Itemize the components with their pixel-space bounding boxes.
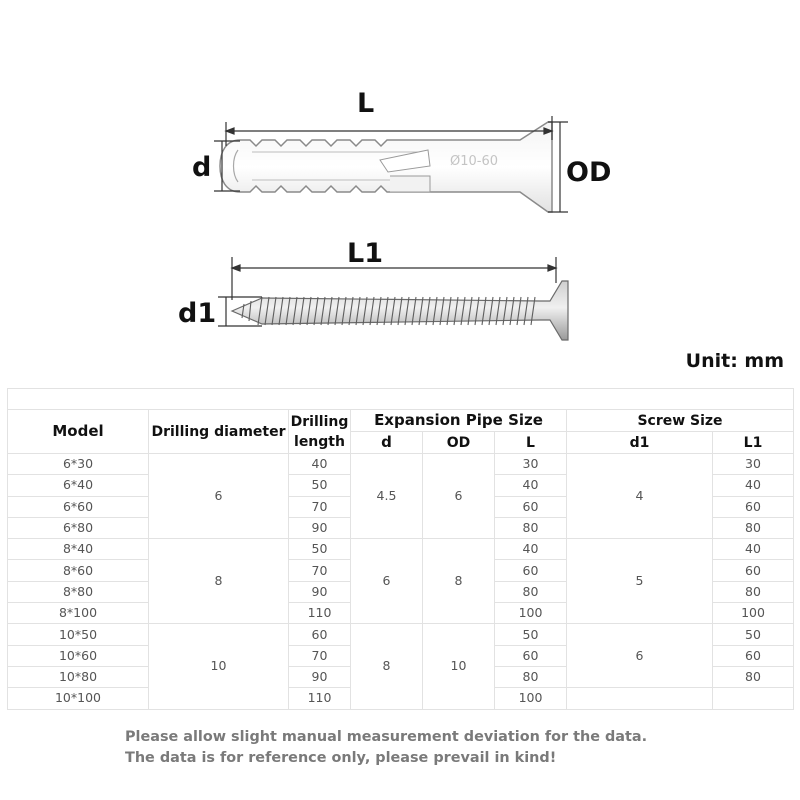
cell-drilling-length: 90 xyxy=(289,581,351,602)
cell-od: 8 xyxy=(423,539,495,624)
cell-model: 6*40 xyxy=(8,475,149,496)
cell-l1: 80 xyxy=(713,581,794,602)
cell-d1-empty xyxy=(567,688,713,709)
cell-od: 10 xyxy=(423,624,495,709)
table-row xyxy=(8,624,794,645)
cell-drilling-length: 110 xyxy=(289,603,351,624)
note-reference-only: The data is for reference only, please prevail in kind! xyxy=(125,750,557,766)
header-row-1 xyxy=(8,410,794,432)
cell-d1: 6 xyxy=(567,624,713,688)
cell-model: 10*50 xyxy=(8,624,149,645)
cell-drilling-diameter: 8 xyxy=(149,539,289,624)
table-top-spacer xyxy=(8,389,794,410)
cell-drilling-length: 90 xyxy=(289,666,351,687)
label-L1: L1 xyxy=(347,238,383,269)
anchor-screw-drawing xyxy=(0,0,800,345)
cell-l1: 60 xyxy=(713,645,794,666)
label-OD: OD xyxy=(566,157,612,188)
cell-model: 6*80 xyxy=(8,517,149,538)
cell-l1: 40 xyxy=(713,539,794,560)
cell-model: 6*30 xyxy=(8,454,149,475)
cell-l: 40 xyxy=(495,475,567,496)
cell-od: 6 xyxy=(423,454,495,539)
cell-model: 8*60 xyxy=(8,560,149,581)
header-l: L xyxy=(495,432,567,454)
cell-l: 80 xyxy=(495,517,567,538)
header-model: Model xyxy=(8,410,149,454)
cell-l1: 100 xyxy=(713,603,794,624)
cell-l1: 80 xyxy=(713,517,794,538)
anchor-markings: Ø10-60 xyxy=(450,154,499,169)
header-screw-size: Screw Size xyxy=(567,410,794,432)
cell-drilling-length: 70 xyxy=(289,560,351,581)
cell-drilling-length: 90 xyxy=(289,517,351,538)
cell-l: 80 xyxy=(495,666,567,687)
header-drilling-length: Drilling length xyxy=(289,410,351,454)
header-od: OD xyxy=(423,432,495,454)
spec-table xyxy=(7,388,794,710)
cell-d: 6 xyxy=(351,539,423,624)
cell-l1: 60 xyxy=(713,560,794,581)
cell-l1 xyxy=(713,688,794,709)
header-l1: L1 xyxy=(713,432,794,454)
cell-l1: 40 xyxy=(713,475,794,496)
dimension-L1-line xyxy=(232,257,556,300)
header-d: d xyxy=(351,432,423,454)
unit-label: Unit: mm xyxy=(685,350,784,372)
cell-l1: 50 xyxy=(713,624,794,645)
table-row xyxy=(8,454,794,475)
cell-drilling-diameter: 10 xyxy=(149,624,289,709)
screw xyxy=(232,281,568,340)
cell-d: 8 xyxy=(351,624,423,709)
cell-d1: 5 xyxy=(567,539,713,624)
cell-drilling-length: 60 xyxy=(289,624,351,645)
cell-l: 100 xyxy=(495,603,567,624)
cell-drilling-length: 50 xyxy=(289,539,351,560)
label-d: d xyxy=(192,152,212,183)
cell-l: 80 xyxy=(495,581,567,602)
header-drilling-diameter: Drilling diameter xyxy=(149,410,289,454)
product-diagram xyxy=(0,0,800,345)
cell-l: 60 xyxy=(495,645,567,666)
cell-l1: 80 xyxy=(713,666,794,687)
cell-model: 6*60 xyxy=(8,496,149,517)
cell-l: 60 xyxy=(495,560,567,581)
cell-model: 10*60 xyxy=(8,645,149,666)
cell-d: 4.5 xyxy=(351,454,423,539)
label-d1: d1 xyxy=(178,298,217,329)
cell-drilling-diameter: 6 xyxy=(149,454,289,539)
cell-drilling-length: 70 xyxy=(289,645,351,666)
note-measurement-deviation: Please allow slight manual measurement deviation for the data. xyxy=(125,729,648,745)
cell-drilling-length: 40 xyxy=(289,454,351,475)
cell-model: 10*100 xyxy=(8,688,149,709)
table-row xyxy=(8,539,794,560)
header-d1: d1 xyxy=(567,432,713,454)
cell-model: 8*100 xyxy=(8,603,149,624)
cell-drilling-length: 70 xyxy=(289,496,351,517)
cell-l: 60 xyxy=(495,496,567,517)
cell-l: 40 xyxy=(495,539,567,560)
header-expansion-pipe-size: Expansion Pipe Size xyxy=(351,410,567,432)
label-L: L xyxy=(357,88,375,119)
cell-drilling-length: 110 xyxy=(289,688,351,709)
expansion-anchor xyxy=(220,122,552,212)
cell-model: 10*80 xyxy=(8,666,149,687)
cell-drilling-length: 50 xyxy=(289,475,351,496)
cell-d1: 4 xyxy=(567,454,713,539)
cell-l: 30 xyxy=(495,454,567,475)
cell-model: 8*40 xyxy=(8,539,149,560)
cell-l1: 30 xyxy=(713,454,794,475)
cell-l1: 60 xyxy=(713,496,794,517)
cell-l: 50 xyxy=(495,624,567,645)
cell-l: 100 xyxy=(495,688,567,709)
cell-model: 8*80 xyxy=(8,581,149,602)
